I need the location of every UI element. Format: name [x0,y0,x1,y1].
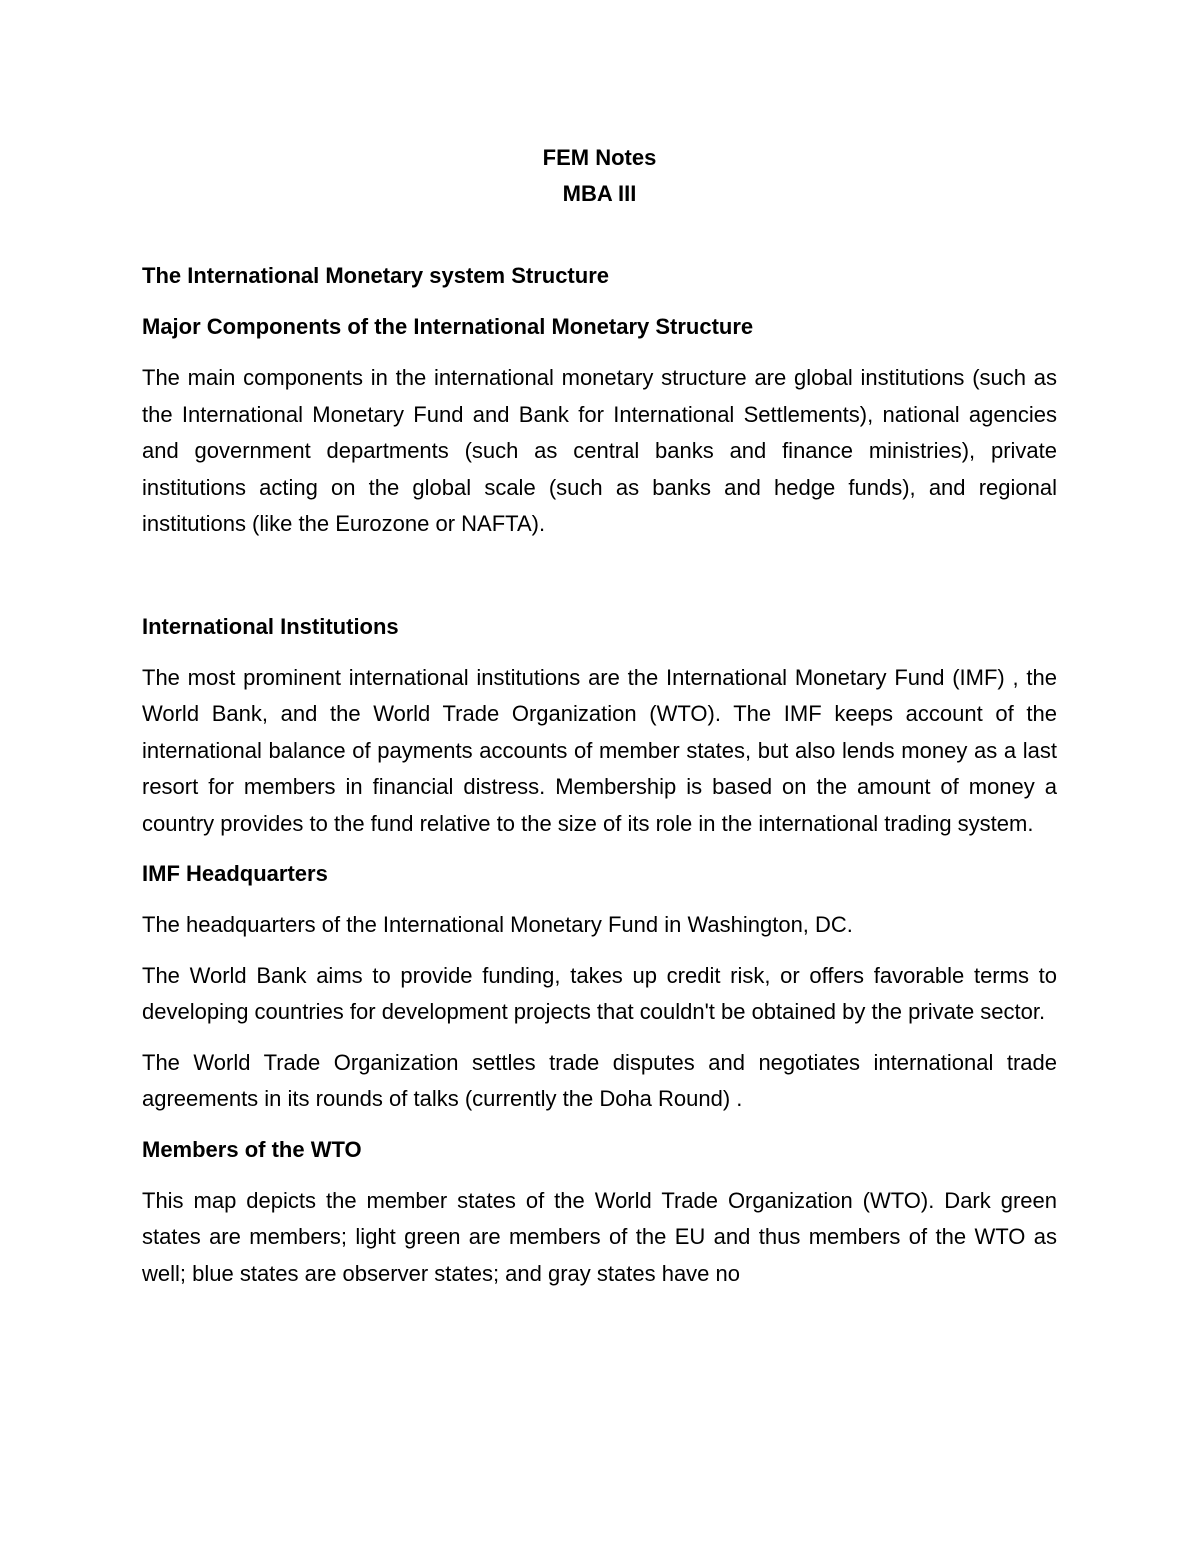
paragraph-members-wto: This map depicts the member states of the World Trade Organization (WTO). Dark green states are members; light green are members of the EU and thus members of the WTO as well; blue states are observer states; and gray states have no [142,1187,1057,1286]
section-heading-major-components: Major Components of the International Monetary Structure [142,314,754,339]
section-heading-members-wto: Members of the WTO [142,1136,362,1162]
document-subtitle: MBA III [562,181,637,206]
paragraph-major-components: The main components in the international monetary structure are global institutions (such as the International Monetary Fund and Bank for International Settlements), national agencies and government departments (such as central banks and finance ministries), private institutions acting on the global scale (such as banks and hedge funds), and regional institutions (like the Eurozone or NAFTA). [142,365,1057,536]
section-heading-international-institutions: International Institutions [142,613,399,639]
paragraph-wto: The World Trade Organization settles trade disputes and negotiates international trade agreements in its rounds of talks (currently the Doha Round) . [142,1049,1057,1111]
paragraph-imf-headquarters: The headquarters of the International Monetary Fund in Washington, DC. [142,912,853,937]
title-block [142,140,1057,212]
paragraph-international-institutions: The most prominent international institutions are the International Monetary Fund (IMF) , the World Bank, and the World Trade Organization (WTO). The IMF keeps account of the international balance of payments accounts of member states, but also lends money as a last resort for members in financial distress. Membership is based on the amount of money a country provides to the fund relative to the size of its role in the international trading system. [142,664,1057,836]
document-page [142,140,1057,1306]
paragraph-world-bank: The World Bank aims to provide funding, takes up credit risk, or offers favorable terms to developing countries for development projects that couldn't be obtained by the private sector. [142,962,1057,1024]
section-heading-imf-headquarters: IMF Headquarters [142,861,328,886]
main-heading: The International Monetary system Structure [142,263,609,288]
document-title: FEM Notes [542,145,657,170]
